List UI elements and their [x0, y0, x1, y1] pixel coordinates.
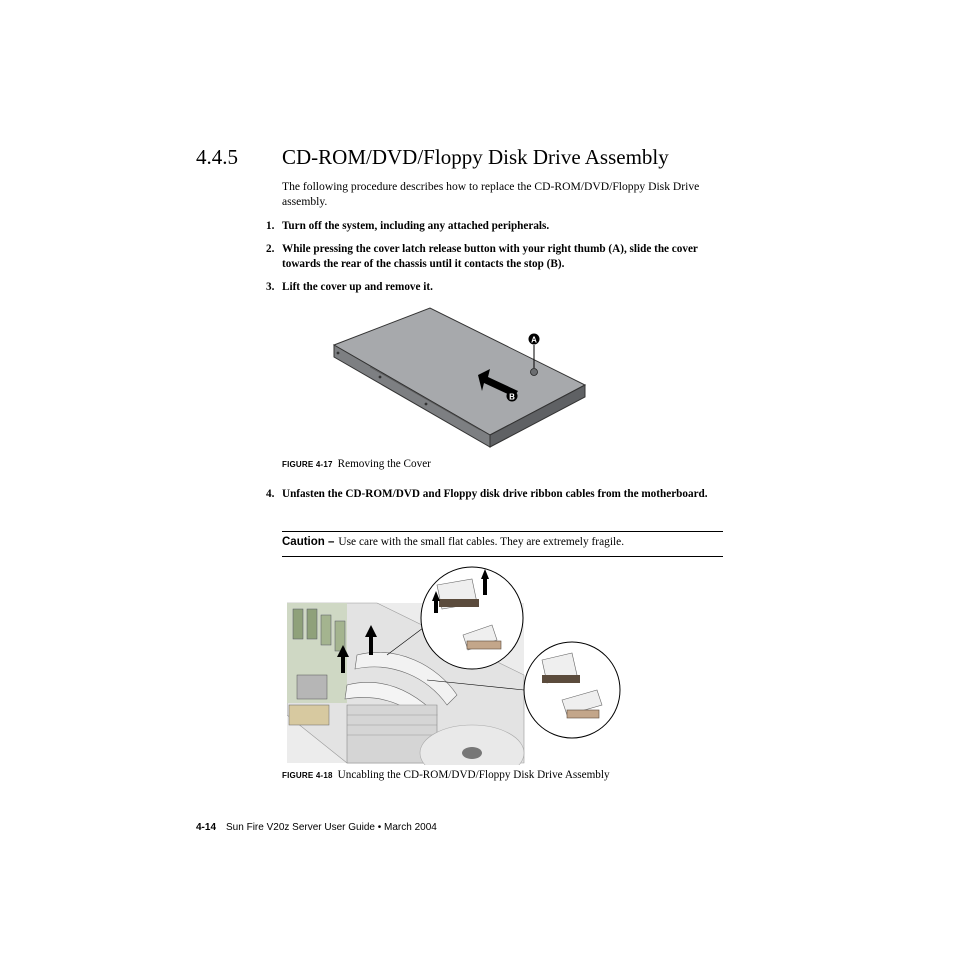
figure-uncabling	[287, 565, 622, 765]
figure-label: FIGURE 4-18	[282, 771, 333, 780]
step-1	[266, 219, 722, 234]
step-2	[266, 242, 722, 271]
section-heading	[196, 145, 669, 170]
intro-paragraph: The following procedure describes how to replace the CD-ROM/DVD/Floppy Disk Drive assembly.	[282, 180, 700, 208]
section-title: CD-ROM/DVD/Floppy Disk Drive Assembly	[282, 145, 669, 169]
step-text: Unfasten the CD-ROM/DVD and Floppy disk drive ribbon cables from the motherboard.	[282, 488, 708, 500]
caution-label: Caution –	[282, 536, 335, 548]
callout-a: A	[531, 335, 537, 345]
figure-label: FIGURE 4-17	[282, 460, 333, 469]
step-text: Lift the cover up and remove it.	[282, 281, 433, 293]
figure-caption-2	[282, 769, 610, 781]
page-number: 4-14	[196, 822, 217, 833]
caution	[282, 536, 624, 548]
step-4	[266, 487, 722, 502]
figure-caption-text: Removing the Cover	[337, 458, 431, 470]
callout-b: B	[509, 392, 515, 402]
page-footer	[196, 822, 437, 833]
step-3	[266, 280, 722, 295]
caution-text: Use care with the small flat cables. They are extremely fragile.	[338, 536, 625, 548]
step-text: While pressing the cover latch release button with your right thumb (A), slide the cover towards the rear of the chassis until it contacts the stop (B).	[282, 243, 698, 270]
step-number: 1.	[266, 220, 275, 232]
figure-removing-cover	[330, 305, 590, 450]
section-number: 4.4.5	[196, 145, 238, 169]
step-text: Turn off the system, including any attached peripherals.	[282, 220, 550, 232]
figure-caption-1	[282, 458, 431, 470]
step-number: 3.	[266, 281, 275, 293]
step-number: 4.	[266, 488, 275, 500]
step-number: 2.	[266, 243, 275, 255]
figure-caption-text: Uncabling the CD-ROM/DVD/Floppy Disk Drive Assembly	[337, 769, 610, 781]
footer-text: Sun Fire V20z Server User Guide • March 2004	[226, 822, 437, 833]
